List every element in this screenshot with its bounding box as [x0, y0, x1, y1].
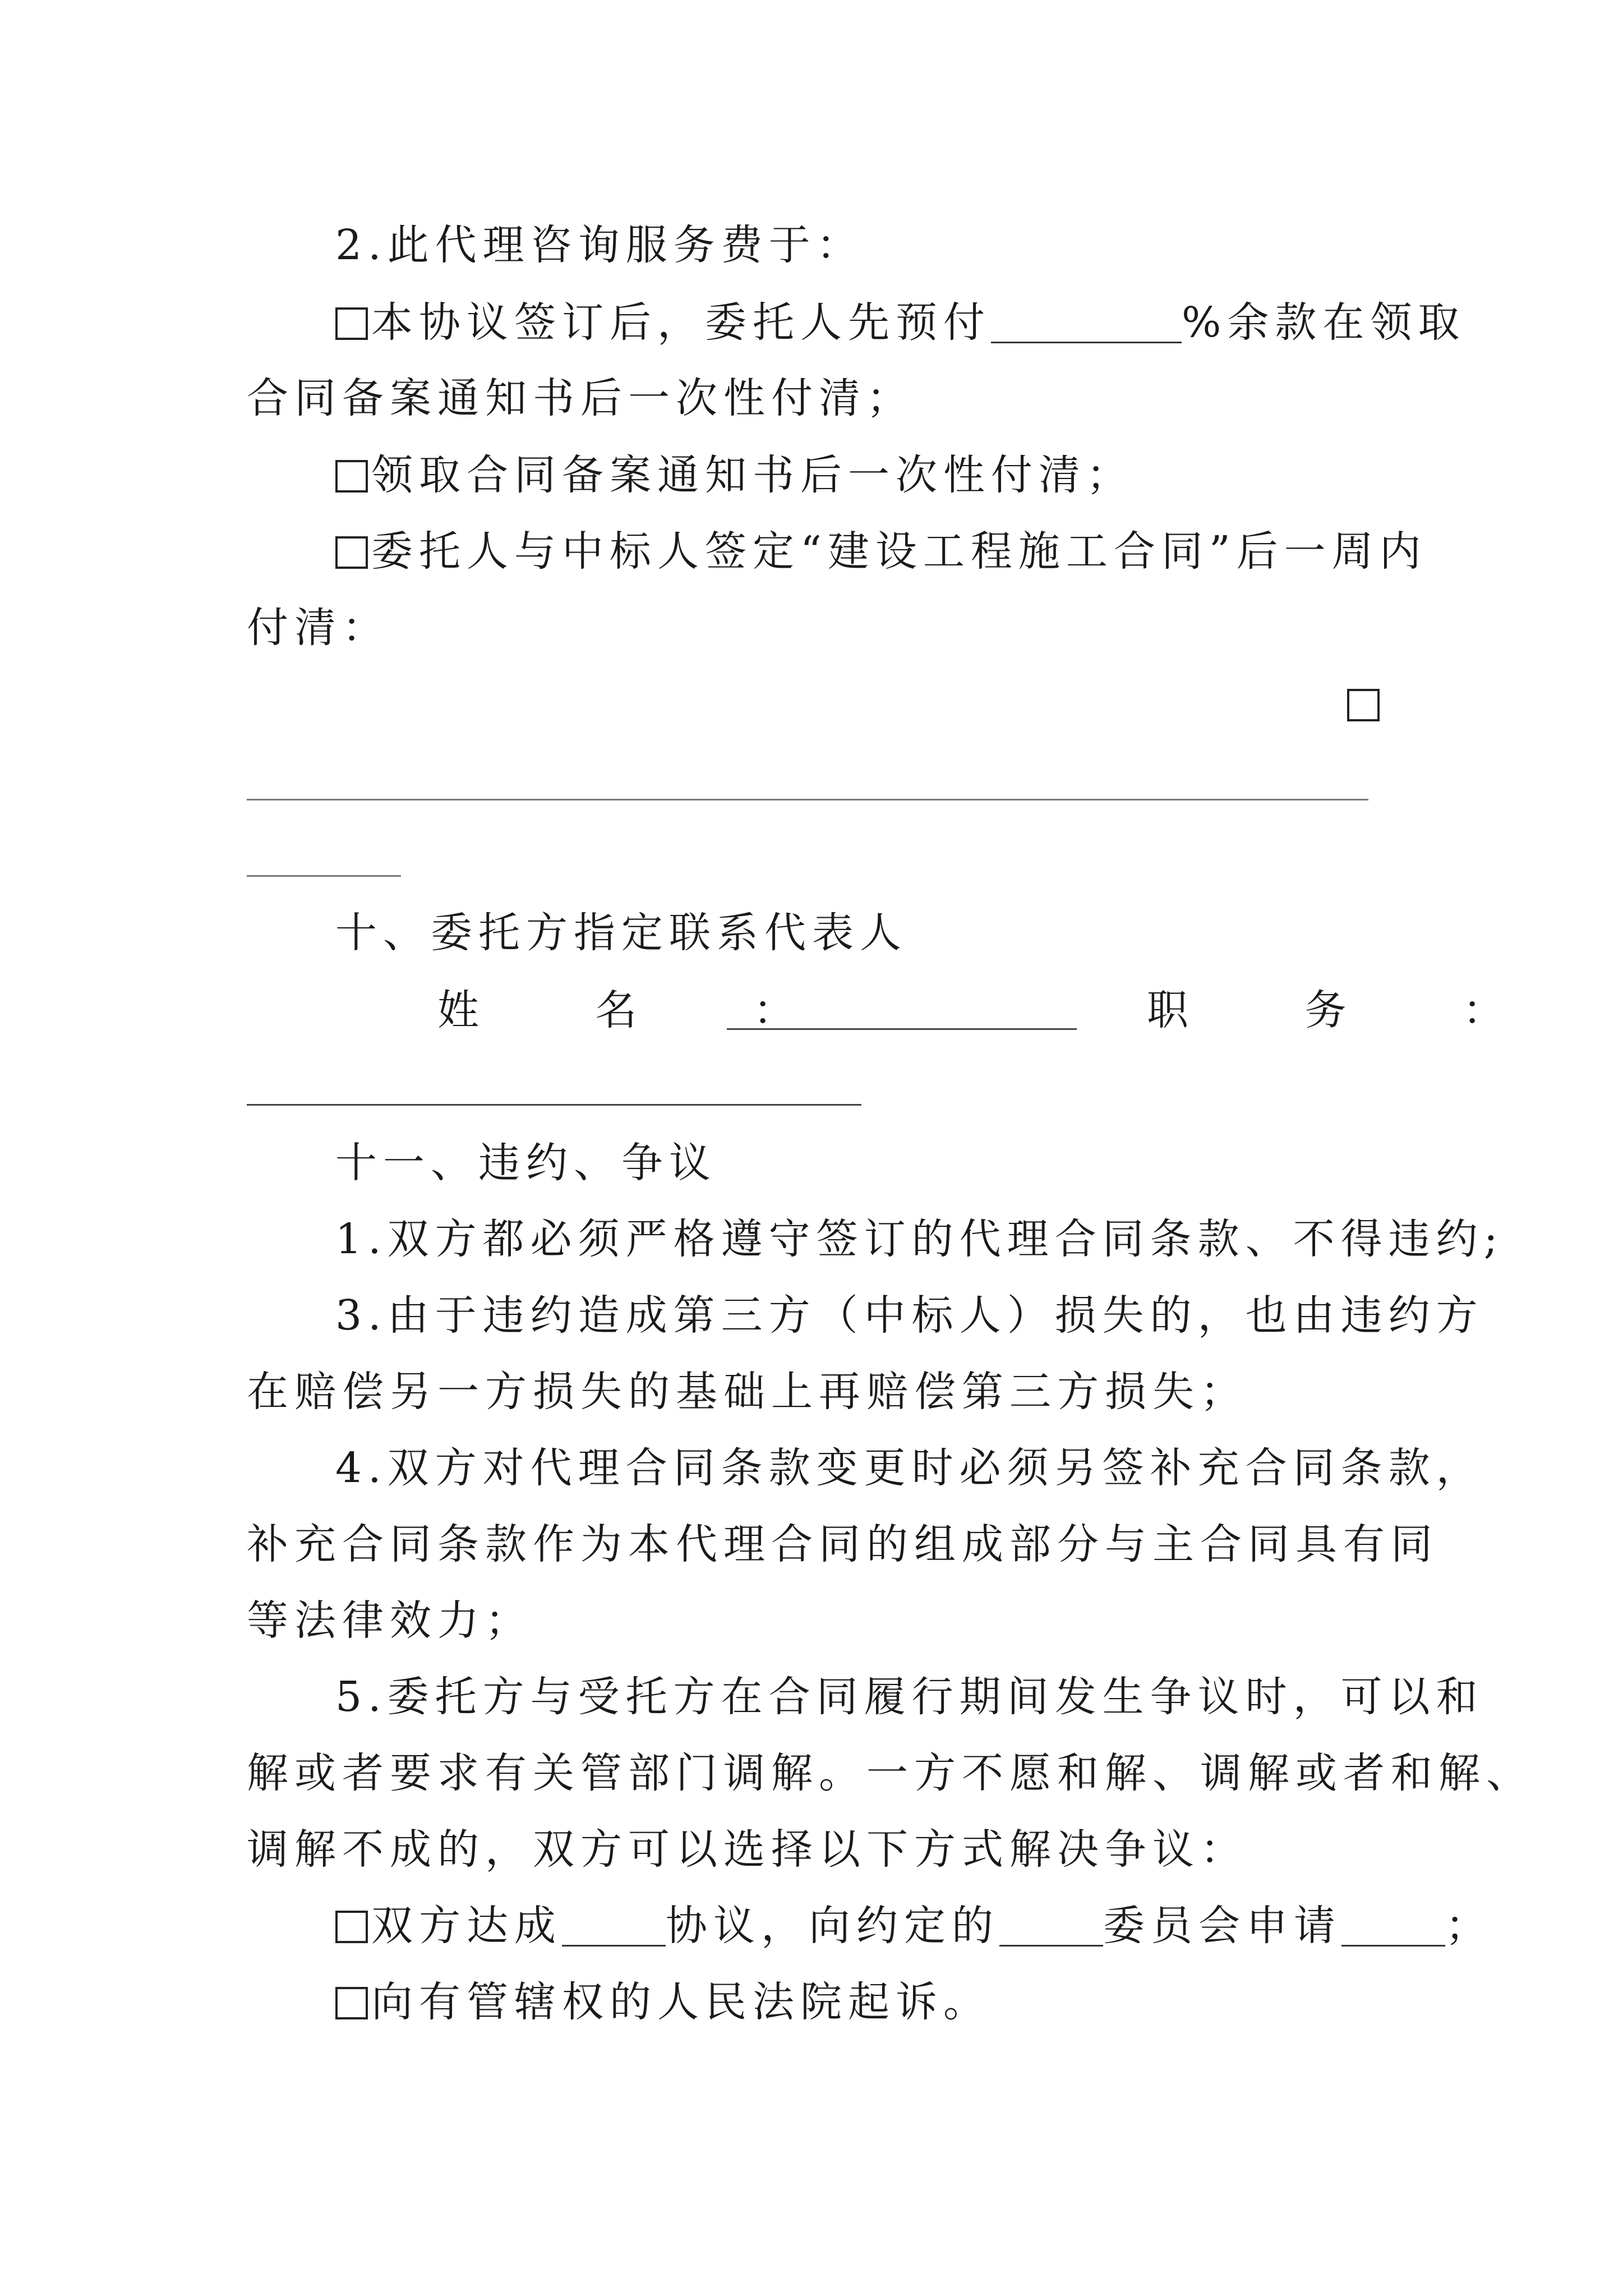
contact-name-label: 姓 名 ：: [437, 986, 847, 1034]
dispute-option-arbitration: 双方达成 协议，向约定的 委员会申请 ；: [335, 1901, 1493, 1951]
payment-option-1-cont: 合同备案通知书后一次性付清；: [247, 374, 914, 422]
payment-option-2: 领取合同备案通知书后一次性付清；: [335, 450, 1134, 500]
payment-option-1: 本协议签订后，委托人先预付 %余款在领取: [335, 297, 1465, 348]
clause-10-title: 十、委托方指定联系代表人: [335, 909, 907, 957]
breach-item-3: 3.由于违约造成第三方（中标人）损失的，也由违约方: [335, 1291, 1484, 1340]
payment-option-3-cont: 付清：: [247, 604, 390, 652]
contact-position-label: 职 务 ：: [1147, 986, 1556, 1034]
application-blank[interactable]: [1341, 1911, 1445, 1947]
breach-item-3-cont: 在赔偿另一方损失的基础上再赔偿第三方损失；: [247, 1368, 1248, 1416]
checkbox-icon[interactable]: [335, 460, 368, 493]
dispute-item-5: 5.委托方与受托方在合同履行期间发生争议时，可以和: [335, 1673, 1484, 1721]
breach-item-4-cont2: 等法律效力；: [247, 1596, 533, 1645]
committee-blank[interactable]: [999, 1911, 1103, 1947]
payment-option-4: [1347, 679, 1383, 729]
payment-item-2: 2.此代理咨询服务费于：: [335, 221, 864, 269]
breach-item-4-cont: 补充合同条款作为本代理合同的组成部分与主合同具有同: [247, 1520, 1438, 1568]
agreement-type-blank[interactable]: [562, 1911, 666, 1947]
checkbox-icon[interactable]: [1347, 689, 1380, 721]
breach-item-4: 4.双方对代理合同条款变更时必须另签补充合同条款，: [335, 1444, 1484, 1492]
payment-option-3: 委托人与中标人签定“建设工程施工合同”后一周内: [335, 526, 1427, 577]
checkbox-icon[interactable]: [335, 536, 368, 569]
contact-position-blank[interactable]: [247, 1104, 861, 1106]
payment-option-4-blank-cont[interactable]: [247, 875, 401, 877]
payment-option-4-blank[interactable]: [247, 799, 1368, 800]
breach-item-1: 1.双方都必须严格遵守签订的代理合同条款、不得违约;: [335, 1215, 1504, 1263]
checkbox-icon[interactable]: [335, 1987, 368, 2019]
prepay-percent-blank[interactable]: [991, 308, 1182, 343]
dispute-item-5-cont2: 调解不成的，双方可以选择以下方式解决争议：: [247, 1825, 1248, 1874]
clause-11-title: 十一、违约、争议: [335, 1139, 717, 1187]
checkbox-icon[interactable]: [335, 307, 368, 340]
dispute-option-court: 向有管辖权的人民法院起诉。: [335, 1977, 991, 2027]
dispute-item-5-cont: 解或者要求有关管部门调解。一方不愿和解、调解或者和解、: [247, 1749, 1534, 1797]
checkbox-icon[interactable]: [335, 1911, 368, 1943]
contact-name-blank[interactable]: [727, 1028, 1077, 1030]
